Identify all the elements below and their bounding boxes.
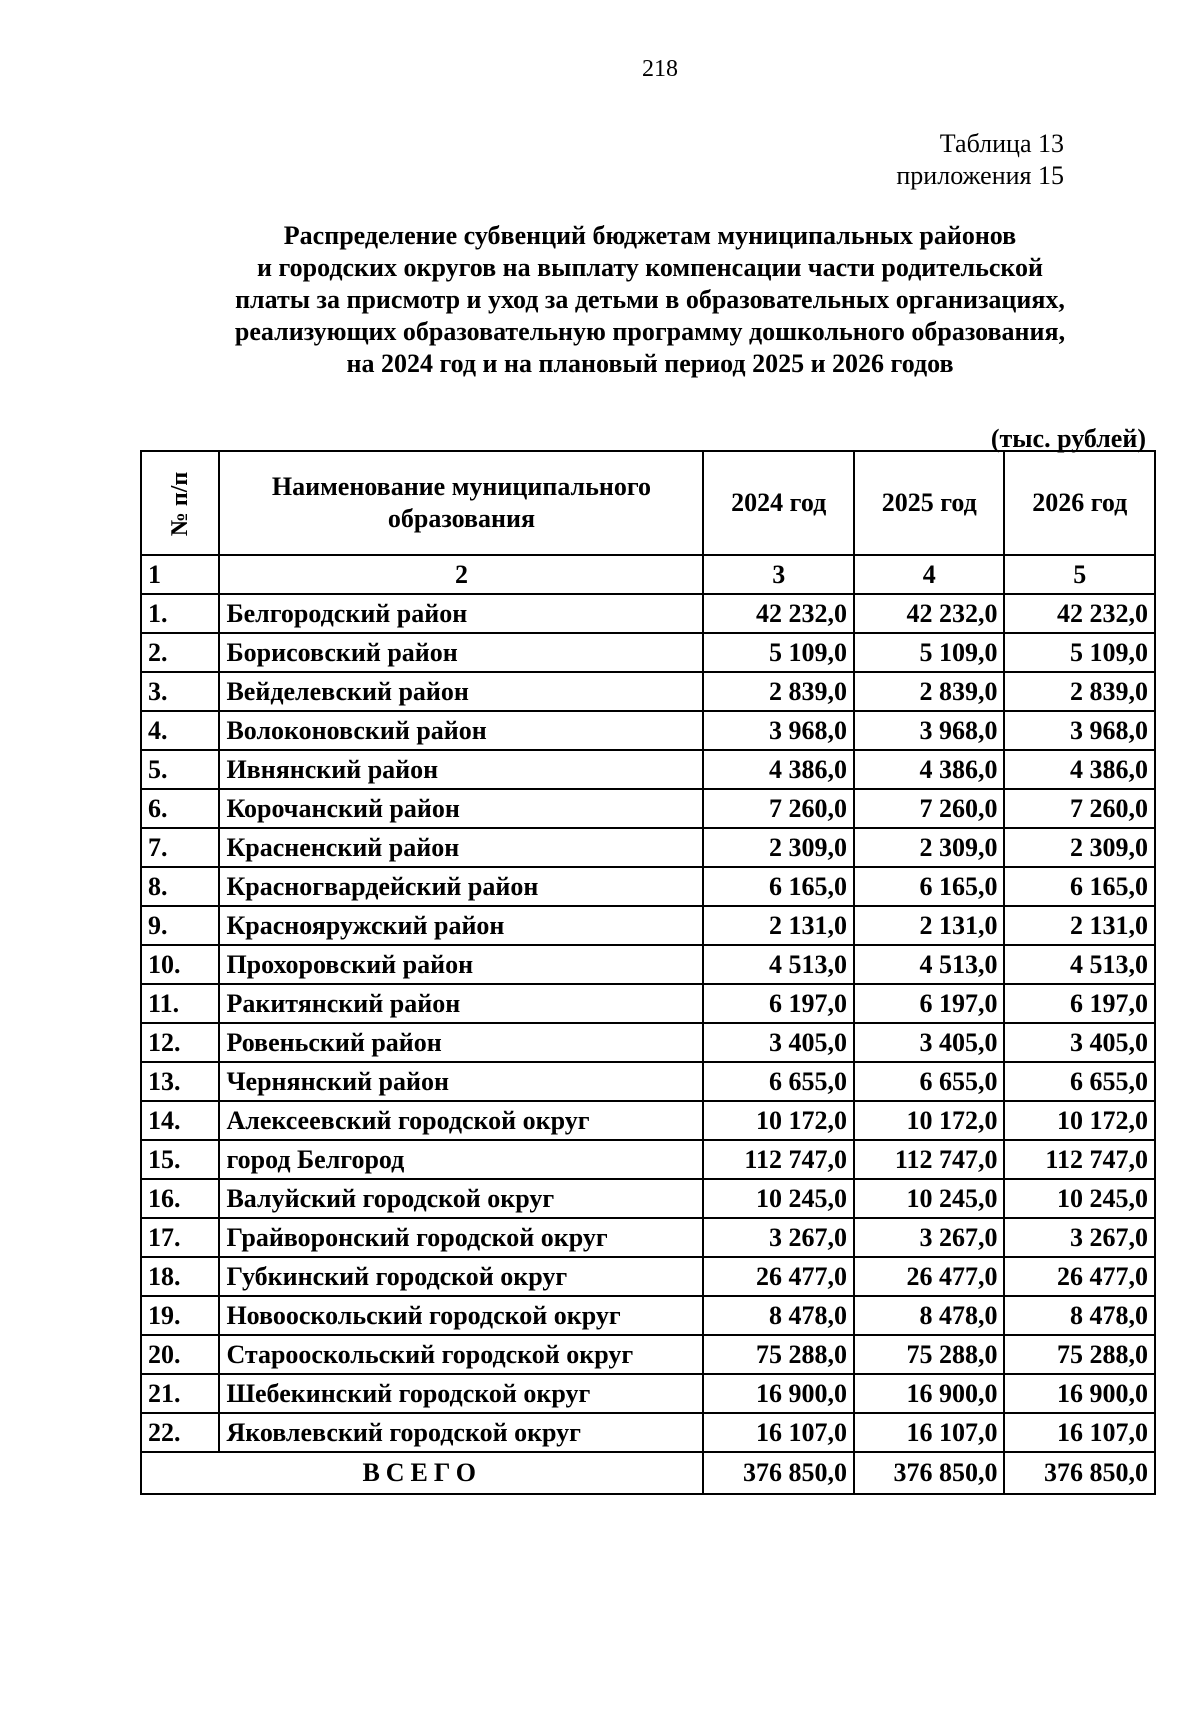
value-2025: 10 172,0 <box>854 1101 1005 1140</box>
value-2024: 2 309,0 <box>703 828 854 867</box>
table-row <box>141 789 1155 828</box>
column-index-row <box>141 555 1155 594</box>
value-2024: 5 109,0 <box>703 633 854 672</box>
value-2026: 2 309,0 <box>1004 828 1155 867</box>
value-2026: 6 165,0 <box>1004 867 1155 906</box>
municipality-name: Ровеньский район <box>219 1023 703 1062</box>
value-2025: 42 232,0 <box>854 594 1005 633</box>
row-number: 22. <box>141 1413 219 1452</box>
municipality-name: Ивнянский район <box>219 750 703 789</box>
table-row <box>141 633 1155 672</box>
municipality-name: Алексеевский городской округ <box>219 1101 703 1140</box>
row-number: 6. <box>141 789 219 828</box>
table-reference-line: приложения 15 <box>896 161 1064 190</box>
value-2025: 6 165,0 <box>854 867 1005 906</box>
row-number: 11. <box>141 984 219 1023</box>
value-2024: 3 267,0 <box>703 1218 854 1257</box>
table-row <box>141 1335 1155 1374</box>
municipality-name: Краснояружский район <box>219 906 703 945</box>
municipality-name: Корочанский район <box>219 789 703 828</box>
value-2026: 112 747,0 <box>1004 1140 1155 1179</box>
value-2024: 6 165,0 <box>703 867 854 906</box>
value-2025: 6 197,0 <box>854 984 1005 1023</box>
value-2026: 6 655,0 <box>1004 1062 1155 1101</box>
header-name: Наименование муниципального образования <box>219 451 703 555</box>
value-2024: 8 478,0 <box>703 1296 854 1335</box>
total-row <box>141 1452 1155 1494</box>
row-number: 21. <box>141 1374 219 1413</box>
value-2025: 2 839,0 <box>854 672 1005 711</box>
municipality-name: Шебекинский городской округ <box>219 1374 703 1413</box>
value-2025: 10 245,0 <box>854 1179 1005 1218</box>
value-2025: 16 900,0 <box>854 1374 1005 1413</box>
table-row <box>141 828 1155 867</box>
row-number: 3. <box>141 672 219 711</box>
title-line: и городских округов на выплату компенсации части родительской <box>256 253 1044 282</box>
row-number: 17. <box>141 1218 219 1257</box>
page-number: 218 <box>642 56 678 82</box>
table-row <box>141 1374 1155 1413</box>
subvention-table <box>140 450 1156 1495</box>
header-num <box>141 451 219 555</box>
municipality-name: Волоконовский район <box>219 711 703 750</box>
table-row <box>141 1101 1155 1140</box>
total-y2026: 376 850,0 <box>1004 1452 1155 1494</box>
value-2026: 6 197,0 <box>1004 984 1155 1023</box>
table-row <box>141 1140 1155 1179</box>
municipality-name: Новооскольский городской округ <box>219 1296 703 1335</box>
table-row <box>141 1179 1155 1218</box>
value-2024: 6 197,0 <box>703 984 854 1023</box>
municipality-name: Яковлевский городской округ <box>219 1413 703 1452</box>
value-2024: 10 172,0 <box>703 1101 854 1140</box>
row-number: 13. <box>141 1062 219 1101</box>
title-line: платы за присмотр и уход за детьми в образовательных организациях, <box>235 285 1065 314</box>
column-index: 3 <box>703 555 854 594</box>
value-2025: 3 405,0 <box>854 1023 1005 1062</box>
row-number: 10. <box>141 945 219 984</box>
value-2025: 2 309,0 <box>854 828 1005 867</box>
table-row <box>141 711 1155 750</box>
value-2024: 4 386,0 <box>703 750 854 789</box>
row-number: 19. <box>141 1296 219 1335</box>
column-index: 5 <box>1004 555 1155 594</box>
header-num-label: № п/п <box>167 471 194 536</box>
municipality-name: Белгородский район <box>219 594 703 633</box>
table-row <box>141 750 1155 789</box>
row-number: 5. <box>141 750 219 789</box>
value-2024: 2 131,0 <box>703 906 854 945</box>
value-2026: 2 839,0 <box>1004 672 1155 711</box>
value-2026: 10 245,0 <box>1004 1179 1155 1218</box>
header-2025: 2025 год <box>854 451 1005 555</box>
row-number: 15. <box>141 1140 219 1179</box>
value-2025: 112 747,0 <box>854 1140 1005 1179</box>
value-2026: 4 386,0 <box>1004 750 1155 789</box>
table-row <box>141 1023 1155 1062</box>
value-2025: 2 131,0 <box>854 906 1005 945</box>
value-2025: 5 109,0 <box>854 633 1005 672</box>
value-2024: 2 839,0 <box>703 672 854 711</box>
municipality-name: Чернянский район <box>219 1062 703 1101</box>
row-number: 20. <box>141 1335 219 1374</box>
row-number: 1. <box>141 594 219 633</box>
value-2026: 4 513,0 <box>1004 945 1155 984</box>
municipality-name: Губкинский городской округ <box>219 1257 703 1296</box>
table-row <box>141 1257 1155 1296</box>
value-2026: 3 405,0 <box>1004 1023 1155 1062</box>
municipality-name: Валуйский городской округ <box>219 1179 703 1218</box>
header-2024: 2024 год <box>703 451 854 555</box>
value-2024: 26 477,0 <box>703 1257 854 1296</box>
total-y2025: 376 850,0 <box>854 1452 1005 1494</box>
column-index: 1 <box>141 555 219 594</box>
column-index: 2 <box>219 555 703 594</box>
value-2025: 16 107,0 <box>854 1413 1005 1452</box>
value-2026: 26 477,0 <box>1004 1257 1155 1296</box>
municipality-name: Вейделевский район <box>219 672 703 711</box>
column-index: 4 <box>854 555 1005 594</box>
row-number: 2. <box>141 633 219 672</box>
row-number: 16. <box>141 1179 219 1218</box>
value-2025: 4 513,0 <box>854 945 1005 984</box>
value-2026: 3 267,0 <box>1004 1218 1155 1257</box>
value-2025: 4 386,0 <box>854 750 1005 789</box>
value-2024: 42 232,0 <box>703 594 854 633</box>
table-row <box>141 1218 1155 1257</box>
municipality-name: Грайворонский городской округ <box>219 1218 703 1257</box>
value-2024: 4 513,0 <box>703 945 854 984</box>
value-2026: 5 109,0 <box>1004 633 1155 672</box>
value-2024: 16 107,0 <box>703 1413 854 1452</box>
table-reference <box>896 128 1064 192</box>
value-2024: 7 260,0 <box>703 789 854 828</box>
table-row <box>141 594 1155 633</box>
value-2026: 75 288,0 <box>1004 1335 1155 1374</box>
value-2025: 7 260,0 <box>854 789 1005 828</box>
value-2025: 6 655,0 <box>854 1062 1005 1101</box>
value-2025: 26 477,0 <box>854 1257 1005 1296</box>
table-row <box>141 906 1155 945</box>
value-2024: 10 245,0 <box>703 1179 854 1218</box>
table-row <box>141 672 1155 711</box>
value-2026: 42 232,0 <box>1004 594 1155 633</box>
row-number: 4. <box>141 711 219 750</box>
table-row <box>141 945 1155 984</box>
row-number: 8. <box>141 867 219 906</box>
municipality-name: Ракитянский район <box>219 984 703 1023</box>
title-line: реализующих образовательную программу дошкольного образования, <box>234 317 1066 346</box>
total-label: ВСЕГО <box>141 1452 703 1494</box>
value-2026: 16 107,0 <box>1004 1413 1155 1452</box>
title-line: Распределение субвенций бюджетам муниципальных районов <box>283 221 1017 250</box>
value-2026: 10 172,0 <box>1004 1101 1155 1140</box>
municipality-name: Старооскольский городской округ <box>219 1335 703 1374</box>
value-2026: 3 968,0 <box>1004 711 1155 750</box>
municipality-name: Борисовский район <box>219 633 703 672</box>
units-label: (тыс. рублей) <box>990 424 1146 453</box>
value-2026: 7 260,0 <box>1004 789 1155 828</box>
table-row <box>141 1062 1155 1101</box>
municipality-name: Красненский район <box>219 828 703 867</box>
value-2025: 3 968,0 <box>854 711 1005 750</box>
municipality-name: город Белгород <box>219 1140 703 1179</box>
document-title <box>150 220 1150 380</box>
value-2026: 2 131,0 <box>1004 906 1155 945</box>
table-reference-line: Таблица 13 <box>939 129 1064 158</box>
value-2024: 3 968,0 <box>703 711 854 750</box>
value-2025: 8 478,0 <box>854 1296 1005 1335</box>
table-row <box>141 867 1155 906</box>
value-2024: 6 655,0 <box>703 1062 854 1101</box>
municipality-name: Прохоровский район <box>219 945 703 984</box>
value-2025: 3 267,0 <box>854 1218 1005 1257</box>
table-row <box>141 1296 1155 1335</box>
value-2024: 75 288,0 <box>703 1335 854 1374</box>
table-row <box>141 1413 1155 1452</box>
value-2024: 112 747,0 <box>703 1140 854 1179</box>
value-2025: 75 288,0 <box>854 1335 1005 1374</box>
row-number: 12. <box>141 1023 219 1062</box>
value-2026: 16 900,0 <box>1004 1374 1155 1413</box>
header-2026: 2026 год <box>1004 451 1155 555</box>
table-header-row <box>141 451 1155 555</box>
row-number: 7. <box>141 828 219 867</box>
table-row <box>141 984 1155 1023</box>
title-line: на 2024 год и на плановый период 2025 и 2026 годов <box>346 349 954 378</box>
row-number: 14. <box>141 1101 219 1140</box>
value-2024: 16 900,0 <box>703 1374 854 1413</box>
row-number: 18. <box>141 1257 219 1296</box>
row-number: 9. <box>141 906 219 945</box>
value-2024: 3 405,0 <box>703 1023 854 1062</box>
value-2026: 8 478,0 <box>1004 1296 1155 1335</box>
municipality-name: Красногвардейский район <box>219 867 703 906</box>
total-y2024: 376 850,0 <box>703 1452 854 1494</box>
